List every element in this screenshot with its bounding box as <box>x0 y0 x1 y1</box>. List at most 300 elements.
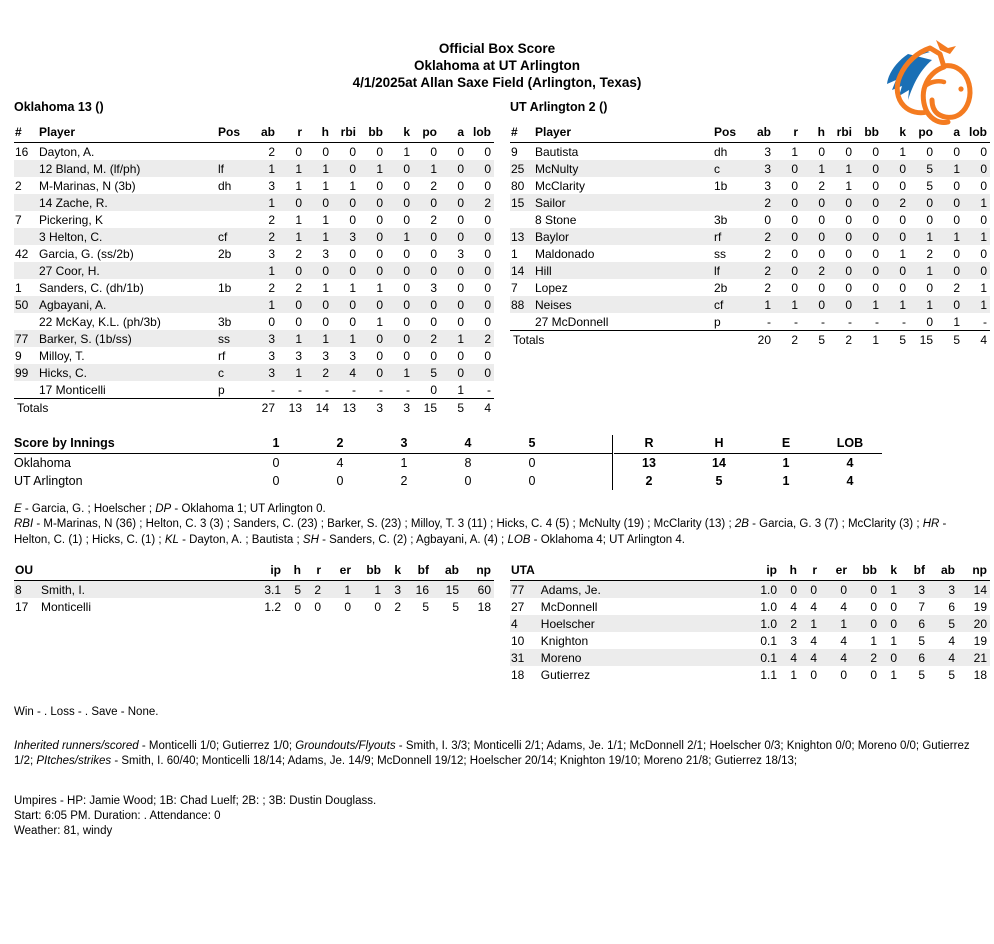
stat-h: 1 <box>322 331 329 346</box>
player-name: 17 Monticelli <box>36 381 215 399</box>
player-position <box>215 143 251 161</box>
table-header-row <box>14 124 494 143</box>
pitching-section <box>0 562 994 683</box>
pitcher-number: 17 <box>15 599 29 614</box>
title-block <box>0 40 994 91</box>
col-header-ab: ab <box>747 124 774 143</box>
stat-lob: 0 <box>484 297 491 312</box>
stat-h: 0 <box>322 297 329 312</box>
totals-row <box>14 399 494 417</box>
player-number: 88 <box>511 297 525 312</box>
sbi-inning-4: 8 <box>464 455 472 470</box>
sbi-inning-header-1: 1 <box>244 435 308 454</box>
stat-a: 0 <box>457 144 464 159</box>
pitches-strikes-label: PItches/strikes <box>36 755 112 767</box>
sbi-spacer <box>564 472 612 490</box>
totals-h: 5 <box>818 333 825 347</box>
pitching-stat-r: 4 <box>810 650 817 665</box>
col-header-number: # <box>14 124 36 143</box>
oklahoma-pitching-body <box>14 581 494 616</box>
player-number <box>14 160 36 177</box>
stat-h: 0 <box>818 297 825 312</box>
stat-lob: 0 <box>980 263 987 278</box>
stat-k: 0 <box>403 212 410 227</box>
stat-a: 1 <box>440 381 467 399</box>
player-position: 2b <box>714 280 728 295</box>
stat-ab: 1 <box>268 195 275 210</box>
stat-rbi: 0 <box>845 229 852 244</box>
stat-rbi: 0 <box>349 161 356 176</box>
stat-bb: 0 <box>376 365 383 380</box>
stat-lob: 0 <box>484 263 491 278</box>
oklahoma-batting-table <box>14 124 494 417</box>
player-number: 25 <box>511 161 525 176</box>
stat-k: 1 <box>403 229 410 244</box>
stat-lob: 0 <box>980 212 987 227</box>
sbi-title: Score by Innings <box>14 435 244 454</box>
totals-label: Totals <box>513 333 545 347</box>
stat-a: 0 <box>953 246 960 261</box>
stat-k: 0 <box>899 229 906 244</box>
pitching-stat-ab: 5 <box>948 667 955 682</box>
stat-h: 1 <box>322 229 329 244</box>
player-number <box>14 194 36 211</box>
pitcher-name: Hoelscher <box>540 616 595 631</box>
sbi-total-r: 2 <box>645 473 653 488</box>
pitching-col-k: k <box>880 562 900 581</box>
pitching-stat-bb: 0 <box>870 667 877 682</box>
pitching-col-ip: ip <box>254 562 284 581</box>
pitching-stat-h: 0 <box>790 582 797 597</box>
pitching-col-k: k <box>384 562 404 581</box>
stat-bb: 0 <box>376 195 383 210</box>
stat-h: 0 <box>818 144 825 159</box>
player-name: Lopez <box>535 280 568 295</box>
col-header-r: r <box>774 124 801 143</box>
player-number <box>14 228 36 245</box>
col-header-rbi: rbi <box>332 124 359 143</box>
stat-a: 0 <box>953 212 960 227</box>
stat-po: 2 <box>430 212 437 227</box>
stat-po: 0 <box>413 381 440 399</box>
pitching-col-spacer <box>38 562 254 581</box>
notes-text-e: - Garcia, G. ; Hoelscher ; <box>21 502 156 515</box>
player-name: Bautista <box>535 144 579 159</box>
stat-a: 1 <box>953 229 960 244</box>
pitcher-name: Gutierrez <box>540 667 591 682</box>
player-name: Hicks, C. <box>39 365 87 380</box>
totals-po: 15 <box>919 333 933 347</box>
pitching-stat-h: 5 <box>294 582 301 597</box>
pitching-stat-r: 1 <box>810 616 817 631</box>
stat-lob: - <box>963 313 990 331</box>
pitching-col-er: er <box>820 562 850 581</box>
pitching-col-h: h <box>780 562 800 581</box>
sbi-inning-header-5: 5 <box>500 435 564 454</box>
sbi-total-e: 1 <box>782 455 790 470</box>
stat-bb: 0 <box>872 178 879 193</box>
totals-lob: 4 <box>484 401 491 415</box>
pitching-stat-ab: 5 <box>948 616 955 631</box>
pitching-col-spacer <box>538 562 750 581</box>
pitching-stat-k: 3 <box>394 582 401 597</box>
pitching-stat-er: 1 <box>344 582 351 597</box>
stat-h: 1 <box>322 280 329 295</box>
stat-bb: 0 <box>376 348 383 363</box>
player-name: Agbayani, A. <box>39 297 107 312</box>
stat-ab: 3 <box>764 161 771 176</box>
stat-rbi: 0 <box>845 144 852 159</box>
stat-ab: 2 <box>764 229 771 244</box>
stat-a: 0 <box>953 297 960 312</box>
player-position: c <box>218 365 224 380</box>
stat-h: 0 <box>818 280 825 295</box>
player-number: 77 <box>15 331 29 346</box>
score-by-innings-body <box>14 453 882 490</box>
table-row <box>14 313 494 330</box>
stat-h: - <box>801 313 828 331</box>
player-name: McClarity <box>535 178 585 193</box>
totals-bb: 3 <box>376 401 383 415</box>
stat-a: 1 <box>953 161 960 176</box>
sbi-inning-header-3: 3 <box>372 435 436 454</box>
player-number: 15 <box>511 195 525 210</box>
pitching-stat-h: 0 <box>294 599 301 614</box>
utarlington-batting-column <box>510 100 990 417</box>
player-number: 1 <box>511 246 518 261</box>
pitcher-number: 4 <box>511 616 518 631</box>
player-name: Milloy, T. <box>39 348 85 363</box>
player-position: 3b <box>714 212 728 227</box>
player-position: cf <box>714 297 724 312</box>
stat-lob: 0 <box>484 246 491 261</box>
stat-k: 1 <box>403 144 410 159</box>
stat-k: 0 <box>899 161 906 176</box>
table-row <box>510 160 990 177</box>
pitching-stat-bf: 6 <box>918 650 925 665</box>
stat-a: 2 <box>953 280 960 295</box>
page-header <box>0 0 994 100</box>
pitching-stat-er: 4 <box>840 633 847 648</box>
stat-k: 1 <box>899 246 906 261</box>
col-header-pos: Pos <box>711 124 747 143</box>
stat-r: 0 <box>791 178 798 193</box>
stat-ab: 2 <box>764 280 771 295</box>
pitching-stat-bf: 7 <box>918 599 925 614</box>
sbi-spacer <box>564 453 612 472</box>
stat-k: 0 <box>403 297 410 312</box>
stat-po: 0 <box>430 229 437 244</box>
player-number <box>14 262 36 279</box>
title-line-1: Official Box Score <box>438 41 556 56</box>
oklahoma-team-heading: Oklahoma 13 () <box>14 100 104 114</box>
pitching-col-bb: bb <box>354 562 384 581</box>
stat-h: 1 <box>322 161 329 176</box>
stat-ab: 2 <box>268 229 275 244</box>
pitcher-number: 10 <box>511 633 525 648</box>
stat-r: 1 <box>791 297 798 312</box>
pitching-col-r: r <box>304 562 324 581</box>
sbi-total-header-h: H <box>684 435 754 454</box>
stat-po: 0 <box>430 348 437 363</box>
stat-rbi: 0 <box>349 246 356 261</box>
totals-k: 3 <box>403 401 410 415</box>
table-row <box>510 296 990 313</box>
stat-k: 0 <box>403 280 410 295</box>
player-position: lf <box>218 161 224 176</box>
player-position: dh <box>714 144 728 159</box>
player-number: 42 <box>15 246 29 261</box>
stat-ab: 2 <box>764 246 771 261</box>
col-header-r: r <box>278 124 305 143</box>
pitching-row <box>510 666 990 683</box>
stat-k: 0 <box>403 178 410 193</box>
oklahoma-batting-column <box>14 100 494 417</box>
stat-h: 1 <box>322 178 329 193</box>
pitching-stat-np: 20 <box>973 616 987 631</box>
sbi-inning-3: 1 <box>400 455 408 470</box>
stat-a: 0 <box>457 212 464 227</box>
player-name: Barker, S. (1b/ss) <box>39 331 132 346</box>
groundouts-flyouts-text: - Smith, I. 3/3; Monticelli 2/1; Adams, Je. 1/1; McDonnell 2/1; Hoelscher 0/3; Knighton 0/0; Moreno 0/0; Gutierrez 1/2; <box>14 739 970 767</box>
pitching-col-h: h <box>284 562 304 581</box>
notes-text-lob: - Oklahoma 4; UT Arlington 4. <box>530 533 685 546</box>
stat-a: 0 <box>457 348 464 363</box>
stat-rbi: 3 <box>349 229 356 244</box>
stat-ab: 0 <box>764 212 771 227</box>
stat-h: 1 <box>818 161 825 176</box>
stat-rbi: - <box>828 313 855 331</box>
pitching-stat-ab: 15 <box>445 582 459 597</box>
player-position: rf <box>218 348 226 363</box>
stat-r: 0 <box>295 263 302 278</box>
pitcher-number: 18 <box>511 667 525 682</box>
pitching-stat-bf: 6 <box>918 616 925 631</box>
stat-rbi: 0 <box>349 314 356 329</box>
pitching-stat-h: 4 <box>790 650 797 665</box>
stat-h: 1 <box>322 212 329 227</box>
pitches-strikes-text: - Smith, I. 60/40; Monticelli 18/14; Adams, Je. 14/9; McDonnell 19/12; Hoelscher 20/14; Knighton 19/10; Moreno 21/8; Gutierrez 18/13; <box>111 755 798 767</box>
stat-r: 1 <box>295 365 302 380</box>
player-name: Pickering, K <box>39 212 104 227</box>
notes-label-dp: DP <box>155 502 172 515</box>
utarlington-pitching-table <box>510 562 990 683</box>
pitcher-number: 77 <box>511 582 525 597</box>
stat-k: 0 <box>899 280 906 295</box>
stat-po: 0 <box>430 144 437 159</box>
player-position: 3b <box>218 314 232 329</box>
pitching-stat-ip: 3.1 <box>264 582 281 597</box>
col-header-a: a <box>936 124 963 143</box>
player-number: 50 <box>15 297 29 312</box>
stat-r: 1 <box>295 229 302 244</box>
pitching-stat-ab: 4 <box>948 650 955 665</box>
col-header-player: Player <box>532 124 711 143</box>
col-header-a: a <box>440 124 467 143</box>
table-row <box>14 177 494 194</box>
totals-h: 14 <box>315 401 329 415</box>
stat-a: 0 <box>457 178 464 193</box>
stat-r: 2 <box>295 280 302 295</box>
player-position: cf <box>218 229 228 244</box>
pitcher-name: McDonnell <box>540 599 598 614</box>
player-name: Sanders, C. (dh/1b) <box>39 280 144 295</box>
pitching-team-heading: OU <box>14 562 38 581</box>
notes-line-rbi-etc <box>14 517 980 548</box>
totals-r: 2 <box>791 333 798 347</box>
stat-ab: - <box>251 381 278 399</box>
table-row <box>14 347 494 364</box>
pitching-col-ab: ab <box>928 562 958 581</box>
player-number: 9 <box>15 348 22 363</box>
stat-a: 0 <box>457 314 464 329</box>
pitching-stat-r: 0 <box>810 582 817 597</box>
col-header-bb: bb <box>359 124 386 143</box>
stat-h: 0 <box>322 314 329 329</box>
player-name: Sailor <box>535 195 566 210</box>
stat-lob: 0 <box>980 246 987 261</box>
notes-label-sh: SH <box>302 533 319 546</box>
pitching-stat-ab: 4 <box>948 633 955 648</box>
stat-ab: 1 <box>764 297 771 312</box>
pitching-col-bf: bf <box>404 562 432 581</box>
stat-lob: 0 <box>980 178 987 193</box>
stat-r: 1 <box>295 212 302 227</box>
stat-a: 3 <box>457 246 464 261</box>
stat-h: 0 <box>322 144 329 159</box>
table-row <box>14 245 494 262</box>
pitching-stat-h: 2 <box>790 616 797 631</box>
stat-ab: 3 <box>764 178 771 193</box>
pitching-stat-bf: 5 <box>918 667 925 682</box>
sbi-total-h: 5 <box>715 473 723 488</box>
stat-rbi: 0 <box>845 280 852 295</box>
table-row <box>510 245 990 262</box>
stat-rbi: 0 <box>349 297 356 312</box>
col-header-h: h <box>305 124 332 143</box>
notes-text-hr: - Helton, C. (1) ; Hicks, C. (1) ; <box>14 518 947 546</box>
pitching-stat-np: 19 <box>973 599 987 614</box>
player-name: Maldonado <box>535 246 595 261</box>
win-loss-save-line: Win - . Loss - . Save - None. <box>14 706 159 718</box>
sbi-inning-5: 0 <box>528 455 536 470</box>
stat-lob: 0 <box>484 178 491 193</box>
col-header-pos: Pos <box>215 124 251 143</box>
stat-ab: 1 <box>268 161 275 176</box>
stat-r: 1 <box>295 161 302 176</box>
pitching-header-row <box>14 562 494 581</box>
stat-r: 1 <box>295 331 302 346</box>
notes-text-rbi: - M-Marinas, N (36) ; Helton, C. 3 (3) ; Sanders, C. (23) ; Barker, S. (23) ; Milloy, T. 3 (11) ; Hicks, C. 4 (5) ; McNulty (19) ; McClarity (13) ; <box>33 518 735 530</box>
stat-ab: 2 <box>268 144 275 159</box>
pitcher-number: 31 <box>511 650 525 665</box>
stat-ab: 3 <box>268 331 275 346</box>
pitching-stat-h: 3 <box>790 633 797 648</box>
game-notes <box>0 502 994 549</box>
stat-r: 0 <box>791 246 798 261</box>
player-number: 13 <box>511 229 525 244</box>
stat-bb: 0 <box>872 144 879 159</box>
pitching-stat-r: 2 <box>314 582 321 597</box>
sbi-inning-2: 0 <box>336 473 344 488</box>
start-duration-attendance-line: Start: 6:05 PM. Duration: . Attendance: 0 <box>14 809 221 822</box>
stat-h: 2 <box>818 178 825 193</box>
stat-lob: 0 <box>484 229 491 244</box>
pitching-stat-bb: 2 <box>870 650 877 665</box>
table-row <box>14 262 494 279</box>
stat-a: 0 <box>953 195 960 210</box>
player-number: 99 <box>15 365 29 380</box>
stat-k: 0 <box>403 246 410 261</box>
player-name: 12 Bland, M. (lf/ph) <box>39 161 141 176</box>
pitching-col-bb: bb <box>850 562 880 581</box>
utarlington-batting-table <box>510 124 990 349</box>
player-number: 14 <box>511 263 525 278</box>
pitching-row <box>510 632 990 649</box>
stat-lob: - <box>467 381 494 399</box>
pitching-stat-np: 21 <box>973 650 987 665</box>
sbi-inning-1: 0 <box>272 473 280 488</box>
stat-h: 0 <box>818 246 825 261</box>
sbi-total-header-e: E <box>754 435 818 454</box>
sbi-header-row <box>14 435 882 454</box>
sbi-inning-header-4: 4 <box>436 435 500 454</box>
pitching-col-ip: ip <box>750 562 780 581</box>
stat-r: 3 <box>295 348 302 363</box>
player-name: 22 McKay, K.L. (ph/3b) <box>39 314 161 329</box>
stat-po: 0 <box>926 280 933 295</box>
stat-h: 2 <box>322 365 329 380</box>
stat-r: 0 <box>295 297 302 312</box>
stat-rbi: 0 <box>845 212 852 227</box>
stat-bb: 0 <box>376 297 383 312</box>
pitching-extras <box>14 739 980 770</box>
pitching-stat-ip: 1.1 <box>760 667 777 682</box>
player-number: 7 <box>511 280 518 295</box>
player-number <box>510 211 532 228</box>
notes-label-e: E <box>14 502 22 515</box>
player-position <box>215 194 251 211</box>
stat-ab: 2 <box>764 195 771 210</box>
stat-ab: 2 <box>268 280 275 295</box>
notes-label-hr: HR <box>922 518 940 530</box>
score-by-innings-table <box>14 435 882 490</box>
pitching-stat-ab: 3 <box>948 582 955 597</box>
table-row <box>510 194 990 211</box>
col-header-po: po <box>413 124 440 143</box>
stat-rbi: 0 <box>349 195 356 210</box>
stat-k: 0 <box>899 263 906 278</box>
pitching-header-row <box>510 562 990 581</box>
stat-k: 2 <box>899 195 906 210</box>
stat-k: 0 <box>403 263 410 278</box>
stat-rbi: 0 <box>349 212 356 227</box>
col-header-k: k <box>882 124 909 143</box>
batting-section <box>0 100 994 417</box>
col-header-player: Player <box>36 124 215 143</box>
stat-ab: 3 <box>764 144 771 159</box>
player-name: M-Marinas, N (3b) <box>39 178 136 193</box>
stat-bb: 0 <box>872 161 879 176</box>
pitching-row <box>510 581 990 599</box>
stat-r: 2 <box>295 246 302 261</box>
stat-bb: - <box>359 381 386 399</box>
table-row <box>14 364 494 381</box>
stat-a: 0 <box>953 144 960 159</box>
stat-r: 0 <box>791 229 798 244</box>
score-by-innings-section <box>0 435 994 490</box>
player-name: 27 Coor, H. <box>39 263 100 278</box>
